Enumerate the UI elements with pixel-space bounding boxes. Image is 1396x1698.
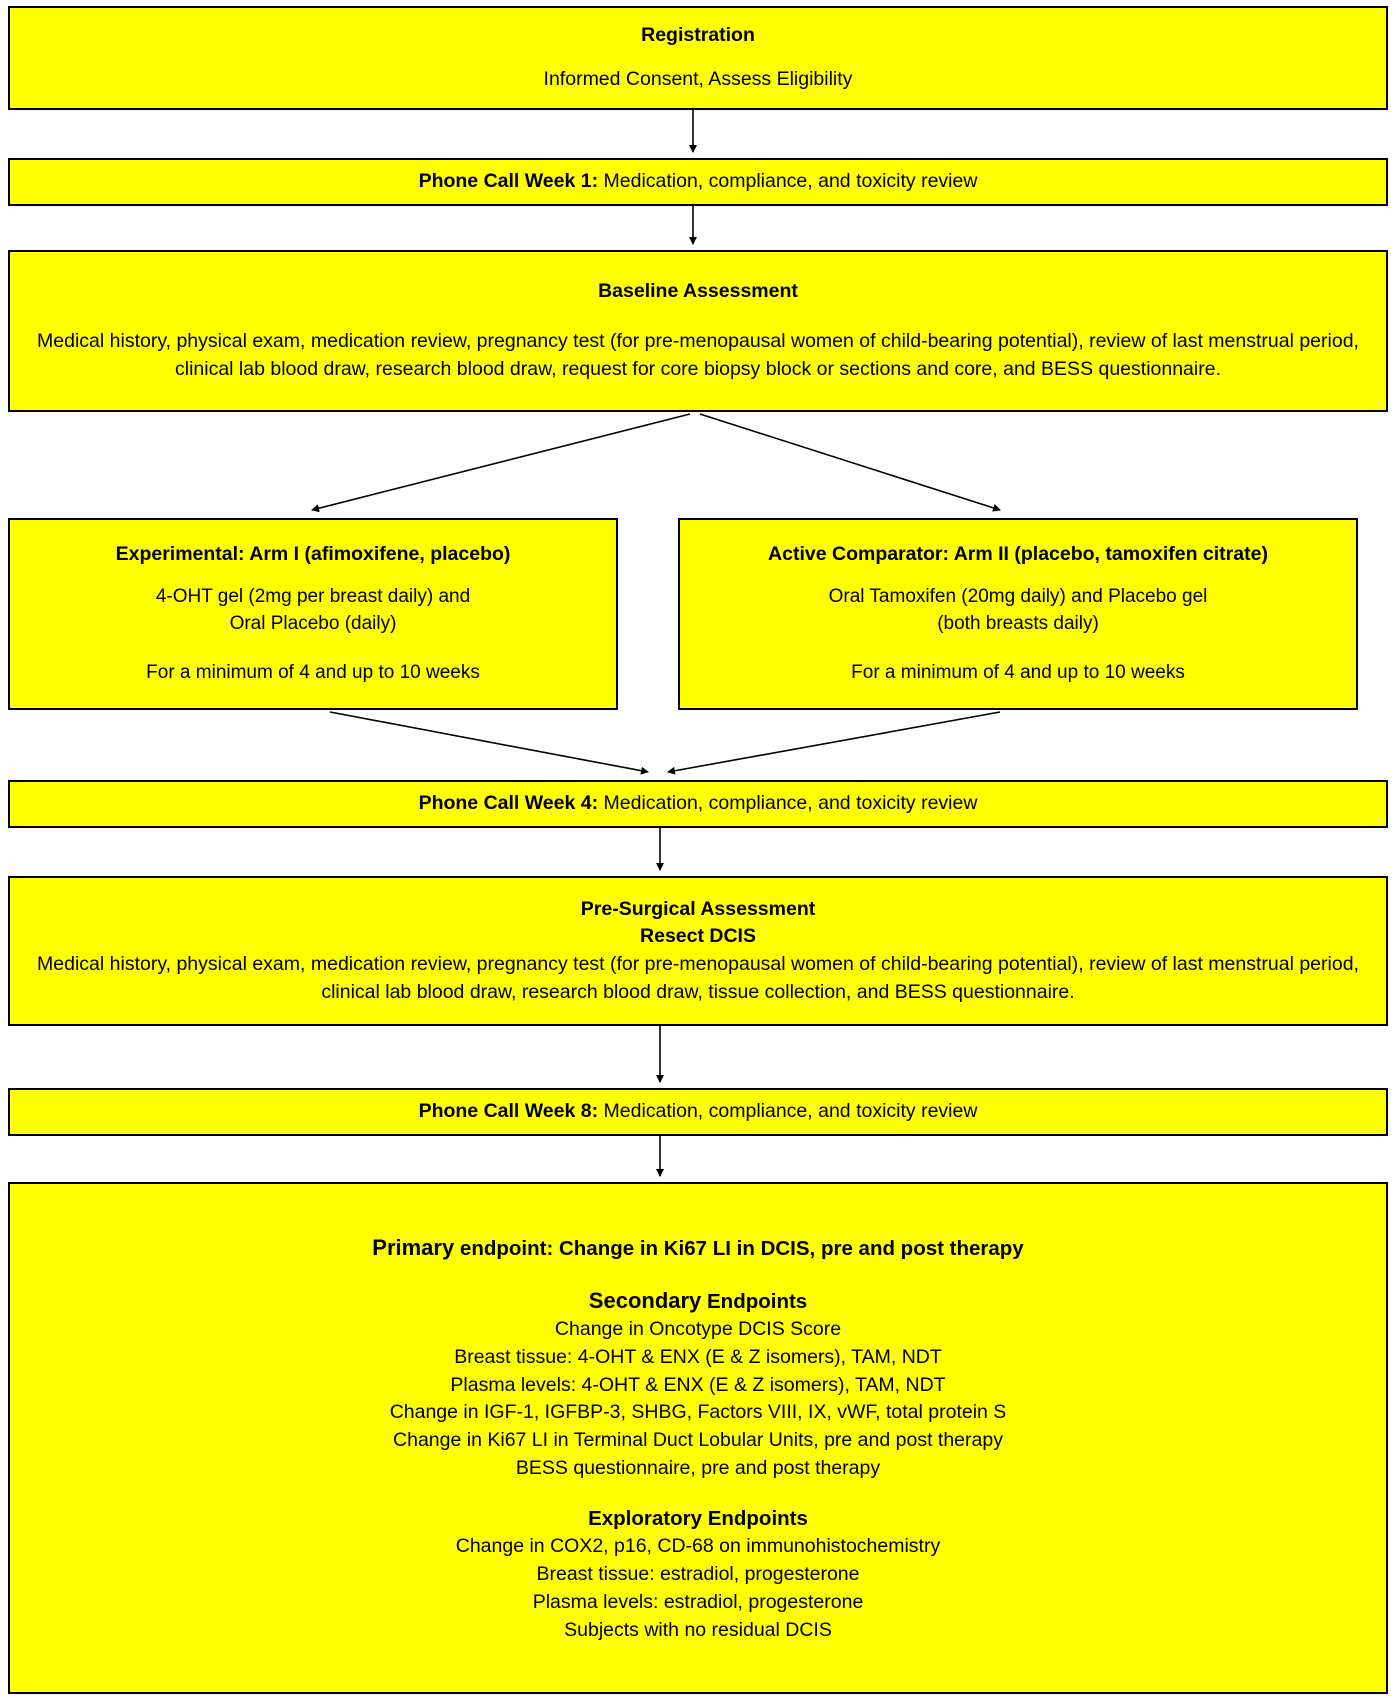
presurgical-title: Pre-Surgical Assessment — [580, 897, 816, 920]
node-arm-1 — [8, 518, 618, 710]
exploratory-endpoint-item: Breast tissue: estradiol, progesterone — [536, 1563, 860, 1586]
presurgical-subtitle: Resect DCIS — [640, 925, 756, 948]
secondary-endpoint-item: Change in Ki67 LI in Terminal Duct Lobular Units, pre and post therapy — [393, 1428, 1003, 1451]
phone-week8-text — [20, 1098, 1376, 1126]
node-endpoints — [8, 1182, 1388, 1694]
primary-endpoint-label: Primary — [372, 1234, 455, 1260]
exploratory-endpoint-item: Plasma levels: estradiol, progesterone — [532, 1590, 864, 1613]
secondary-endpoints-label: Secondary — [588, 1288, 702, 1313]
phone-week1-body: Medication, compliance, and toxicity review — [598, 170, 978, 193]
arm2-title: Active Comparator: Arm II (placebo, tamoxifen citrate) — [768, 542, 1268, 565]
node-baseline-assessment — [8, 250, 1388, 412]
exploratory-endpoint-item: Subjects with no residual DCIS — [564, 1618, 832, 1641]
phone-week8-body: Medication, compliance, and toxicity review — [598, 1100, 978, 1123]
phone-week4-body: Medication, compliance, and toxicity review — [598, 792, 978, 815]
node-arm-2 — [678, 518, 1358, 710]
node-phone-call-week-1 — [8, 158, 1388, 206]
phone-week4-text — [20, 790, 1376, 818]
node-phone-call-week-4 — [8, 780, 1388, 828]
secondary-endpoints-text: Endpoints — [701, 1290, 808, 1313]
phone-week8-label: Phone Call Week 8: — [418, 1100, 599, 1123]
secondary-endpoint-item: BESS questionnaire, pre and post therapy — [515, 1456, 881, 1479]
baseline-body: Medical history, physical exam, medication review, pregnancy test (for pre-menopausal women of child-bearing potential), review of last menstrual period, clinical lab blood draw, research blood draw, request for core biopsy block or sections and core, and BESS questionnaire. — [37, 330, 1359, 380]
exploratory-endpoint-item: Change in COX2, p16, CD-68 on immunohistochemistry — [455, 1535, 941, 1558]
registration-title: Registration — [641, 24, 755, 47]
phone-week1-label: Phone Call Week 1: — [418, 170, 599, 193]
arm1-line2: Oral Placebo (daily) — [229, 613, 397, 635]
primary-endpoint-line — [372, 1232, 1023, 1263]
primary-endpoint-text: endpoint: Change in Ki67 LI in DCIS, pre and post therapy — [454, 1236, 1024, 1260]
secondary-endpoint-item: Plasma levels: 4-OHT & ENX (E & Z isomers), TAM, NDT — [450, 1373, 946, 1396]
phone-week1-text — [20, 168, 1376, 196]
arm1-duration: For a minimum of 4 and up to 10 weeks — [146, 662, 480, 684]
secondary-endpoint-item: Breast tissue: 4-OHT & ENX (E & Z isomers), TAM, NDT — [454, 1345, 942, 1368]
registration-body: Informed Consent, Assess Eligibility — [543, 68, 853, 90]
secondary-endpoint-item: Change in Oncotype DCIS Score — [554, 1318, 842, 1341]
exploratory-endpoints-heading: Exploratory Endpoints — [588, 1507, 808, 1531]
node-pre-surgical-assessment — [8, 876, 1388, 1026]
node-registration — [8, 6, 1388, 110]
baseline-title: Baseline Assessment — [598, 280, 798, 303]
node-phone-call-week-8 — [8, 1088, 1388, 1136]
arm2-duration: For a minimum of 4 and up to 10 weeks — [851, 662, 1185, 684]
secondary-endpoints-heading — [589, 1285, 807, 1316]
arm1-line1: 4-OHT gel (2mg per breast daily) and — [155, 586, 471, 608]
arm2-line2: (both breasts daily) — [937, 613, 1099, 635]
phone-week4-label: Phone Call Week 4: — [418, 792, 599, 815]
presurgical-body: Medical history, physical exam, medication review, pregnancy test (for pre-menopausal women of child-bearing potential), review of last menstrual period, clinical lab blood draw, research blood draw, tissue collection, and BESS questionnaire. — [37, 953, 1359, 1003]
secondary-endpoint-item: Change in IGF-1, IGFBP-3, SHBG, Factors VIII, IX, vWF, total protein S — [389, 1401, 1007, 1424]
arm1-title: Experimental: Arm I (afimoxifene, placebo) — [115, 542, 511, 565]
arm2-line1: Oral Tamoxifen (20mg daily) and Placebo gel — [828, 586, 1208, 608]
